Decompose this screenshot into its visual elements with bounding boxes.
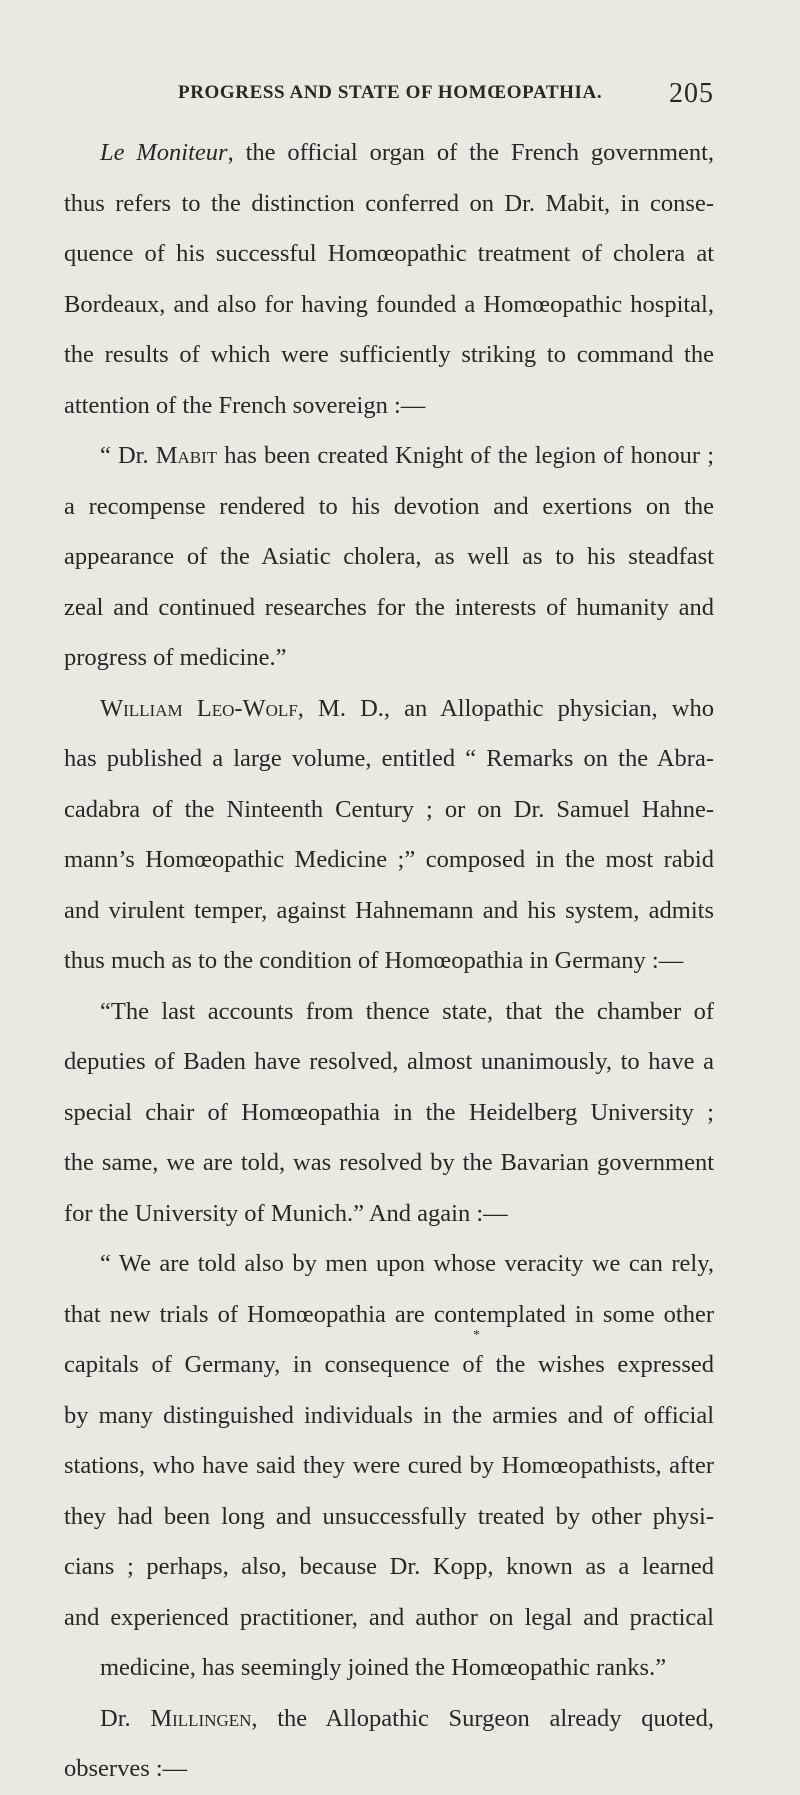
text-line: for the University of Munich.” And again :—: [64, 1199, 508, 1227]
text-line: attention of the French sovereign :—: [64, 391, 426, 419]
text-line: they had been long and unsuccessfully treated by other physi-: [64, 1502, 714, 1530]
person-name: Mabit: [155, 442, 218, 469]
text-line: that new trials of Homœopathia are contemplated in some other: [64, 1300, 714, 1328]
text-line: a recompense rendered to his devotion and exertions on the: [64, 492, 714, 520]
text-line: William Leo-Wolf, M. D., an Allopathic physician, who: [100, 694, 714, 722]
text-line: “ We are told also by men upon whose veracity we can rely,: [100, 1250, 714, 1277]
publication-name: Le Moniteur: [100, 139, 228, 166]
text-line: observes :—: [64, 1755, 188, 1782]
text-line: “ Dr. Mabit has been created Knight of the legion of honour ;: [100, 442, 714, 469]
text-line: stations, who have said they were cured by Homœopathists, after: [64, 1452, 714, 1479]
text-line: deputies of Baden have resolved, almost unanimously, to have a: [64, 1048, 714, 1075]
text-line: special chair of Homœopathia in the Heidelberg University ;: [64, 1098, 714, 1126]
signature-mark: *: [473, 1328, 480, 1343]
text-line: quence of his successful Homœopathic treatment of cholera at: [64, 240, 714, 267]
running-head: [178, 78, 714, 114]
text-line: “The last accounts from thence state, that the chamber of: [100, 997, 714, 1025]
person-name: Millingen: [150, 1704, 252, 1732]
text-line: cians ; perhaps, also, because Dr. Kopp, known as a learned: [64, 1553, 714, 1580]
body-text: [64, 128, 714, 1795]
running-title: PROGRESS AND STATE OF HOMŒOPATHIA.: [178, 82, 603, 103]
text-line: the same, we are told, was resolved by the Bavarian government: [64, 1149, 714, 1176]
text-line: appearance of the Asiatic cholera, as well as to his steadfast: [64, 543, 714, 570]
text-line: cadabra of the Ninteenth Century ; or on Dr. Samuel Hahne-: [64, 795, 714, 823]
text-line: progress of medicine.”: [64, 644, 287, 671]
text-line: Bordeaux, and also for having founded a Homœopathic hospital,: [64, 290, 714, 318]
text-line: Le Moniteur, the official organ of the French government,: [100, 139, 714, 166]
text-line: by many distinguished individuals in the armies and of official: [64, 1401, 714, 1429]
text-line: and virulent temper, against Hahnemann and his system, admits: [64, 896, 714, 924]
text-line: medicine, has seemingly joined the Homœopathic ranks.”: [100, 1654, 667, 1681]
text-line: thus much as to the condition of Homœopathia in Germany :—: [64, 947, 684, 974]
text-line: capitals of Germany, in consequence of the wishes expressed: [64, 1351, 714, 1378]
text-line: thus refers to the distinction conferred on Dr. Mabit, in conse-: [64, 189, 714, 217]
text-line: Dr. Millingen, the Allopathic Surgeon already quoted,: [100, 1704, 714, 1732]
page-number: 205: [669, 78, 714, 109]
person-name: William Leo-Wolf: [100, 694, 298, 722]
text-line: has published a large volume, entitled “ Remarks on the Abra-: [64, 745, 714, 772]
text-line: the results of which were sufficiently striking to command the: [64, 341, 714, 368]
text-line: mann’s Homœopathic Medicine ;” composed in the most rabid: [64, 846, 714, 873]
text-line: and experienced practitioner, and author on legal and practical: [64, 1603, 714, 1631]
text-line: zeal and continued researches for the interests of humanity and: [64, 593, 714, 621]
